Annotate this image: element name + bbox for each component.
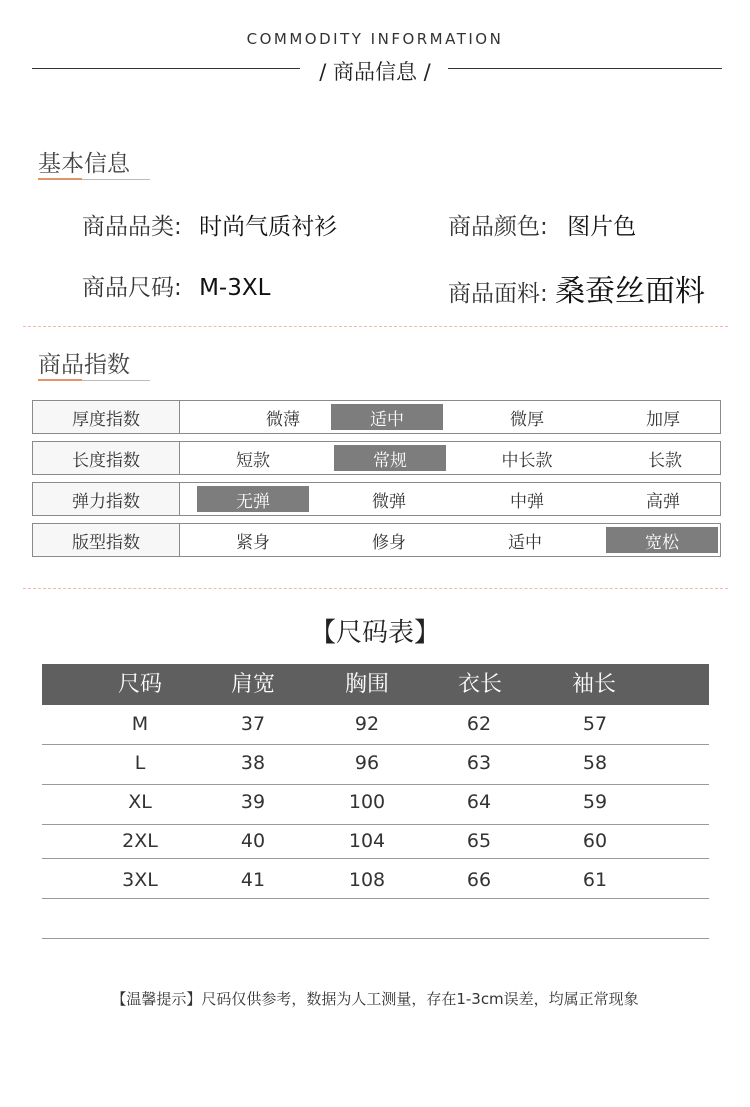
index-row-label: 版型指数: [33, 524, 180, 556]
index-row-thickness: [32, 400, 721, 434]
size-cell: 38: [240, 752, 266, 774]
size-cell: 41: [240, 869, 266, 891]
size-cell: 59: [582, 791, 608, 813]
header-title-cn: [0, 56, 750, 86]
index-row-length: [32, 441, 721, 475]
index-option: 紧身: [236, 532, 270, 553]
size-table-title: 【尺码表】: [309, 618, 440, 648]
size-value: M-3XL: [199, 275, 271, 301]
size-cell: 62: [466, 713, 492, 735]
index-option-selected: 无弹: [197, 486, 309, 512]
row-divider: [42, 898, 709, 899]
index-option: 短款: [236, 450, 270, 471]
size-cell: 58: [582, 752, 608, 774]
color-value: 图片色: [567, 214, 637, 240]
size-cell: 108: [348, 869, 386, 891]
size-cell: 40: [240, 830, 266, 852]
category-value: 时尚气质衬衫: [199, 214, 338, 240]
index-row-label: 弹力指数: [33, 483, 180, 515]
index-option: 中长款: [501, 450, 553, 471]
size-cell: 66: [466, 869, 492, 891]
size-cell: 96: [354, 752, 380, 774]
index-option: 修身: [372, 532, 406, 553]
index-option: 高弹: [646, 491, 680, 512]
category-info: [82, 208, 337, 241]
header-title-cn-text: / 商品信息 /: [311, 60, 439, 84]
size-cell: M: [131, 713, 149, 735]
index-option-selected: 适中: [331, 404, 443, 430]
row-divider: [42, 784, 709, 785]
color-info: [448, 208, 636, 241]
index-option: 中弹: [510, 491, 544, 512]
index-option: 加厚: [646, 409, 680, 430]
index-option-selected: 宽松: [606, 527, 718, 553]
section-divider-2: [23, 588, 728, 589]
section-divider-1: [23, 326, 728, 327]
size-header-cell: 胸围: [344, 672, 389, 697]
color-label: 商品颜色:: [448, 214, 548, 240]
fabric-value: 桑蚕丝面料: [555, 274, 706, 309]
index-row-label: 长度指数: [33, 442, 180, 474]
size-cell: 63: [466, 752, 492, 774]
size-cell: 104: [348, 830, 386, 852]
size-cell: 37: [240, 713, 266, 735]
index-option-selected: 常规: [334, 445, 446, 471]
size-cell: 64: [466, 791, 492, 813]
row-divider: [42, 824, 709, 825]
row-divider: [42, 858, 709, 859]
index-row-elasticity: [32, 482, 721, 516]
size-cell: 57: [582, 713, 608, 735]
header-title-en: COMMODITY INFORMATION: [246, 30, 504, 48]
size-cell: 92: [354, 713, 380, 735]
index-row-label: 厚度指数: [33, 401, 180, 433]
size-cell: 2XL: [122, 830, 158, 852]
size-header-cell: 尺码: [117, 672, 162, 697]
row-divider: [42, 744, 709, 745]
index-title: 商品指数: [38, 352, 130, 378]
index-option: 长款: [648, 450, 682, 471]
basic-info-accent: [38, 178, 82, 180]
index-row-fit: [32, 523, 721, 557]
size-cell: 3XL: [122, 869, 158, 891]
index-option: 适中: [508, 532, 542, 553]
index-option: 微薄: [266, 409, 300, 430]
index-option: 微厚: [510, 409, 544, 430]
size-cell: 60: [582, 830, 608, 852]
size-cell: L: [134, 752, 146, 774]
size-cell: XL: [128, 791, 152, 813]
size-header-cell: 袖长: [571, 672, 616, 697]
size-cell: 65: [466, 830, 492, 852]
category-label: 商品品类:: [82, 214, 182, 240]
size-header-cell: 肩宽: [230, 672, 275, 697]
size-cell: 61: [582, 869, 608, 891]
size-header-cell: 衣长: [457, 672, 502, 697]
index-option: 微弹: [372, 491, 406, 512]
size-cell: 100: [348, 791, 386, 813]
size-tip: 【温馨提示】尺码仅供参考，数据为人工测量，存在1-3cm误差，均属正常现象: [111, 990, 639, 1008]
index-accent: [38, 379, 82, 381]
basic-info-title: 基本信息: [38, 151, 130, 177]
size-cell: 39: [240, 791, 266, 813]
fabric-info: [448, 266, 705, 310]
table-bottom-rule: [42, 938, 709, 939]
size-info: [82, 269, 270, 302]
size-table-header: [42, 664, 709, 705]
fabric-label: 商品面料:: [448, 281, 548, 307]
size-label: 商品尺码:: [82, 275, 182, 301]
